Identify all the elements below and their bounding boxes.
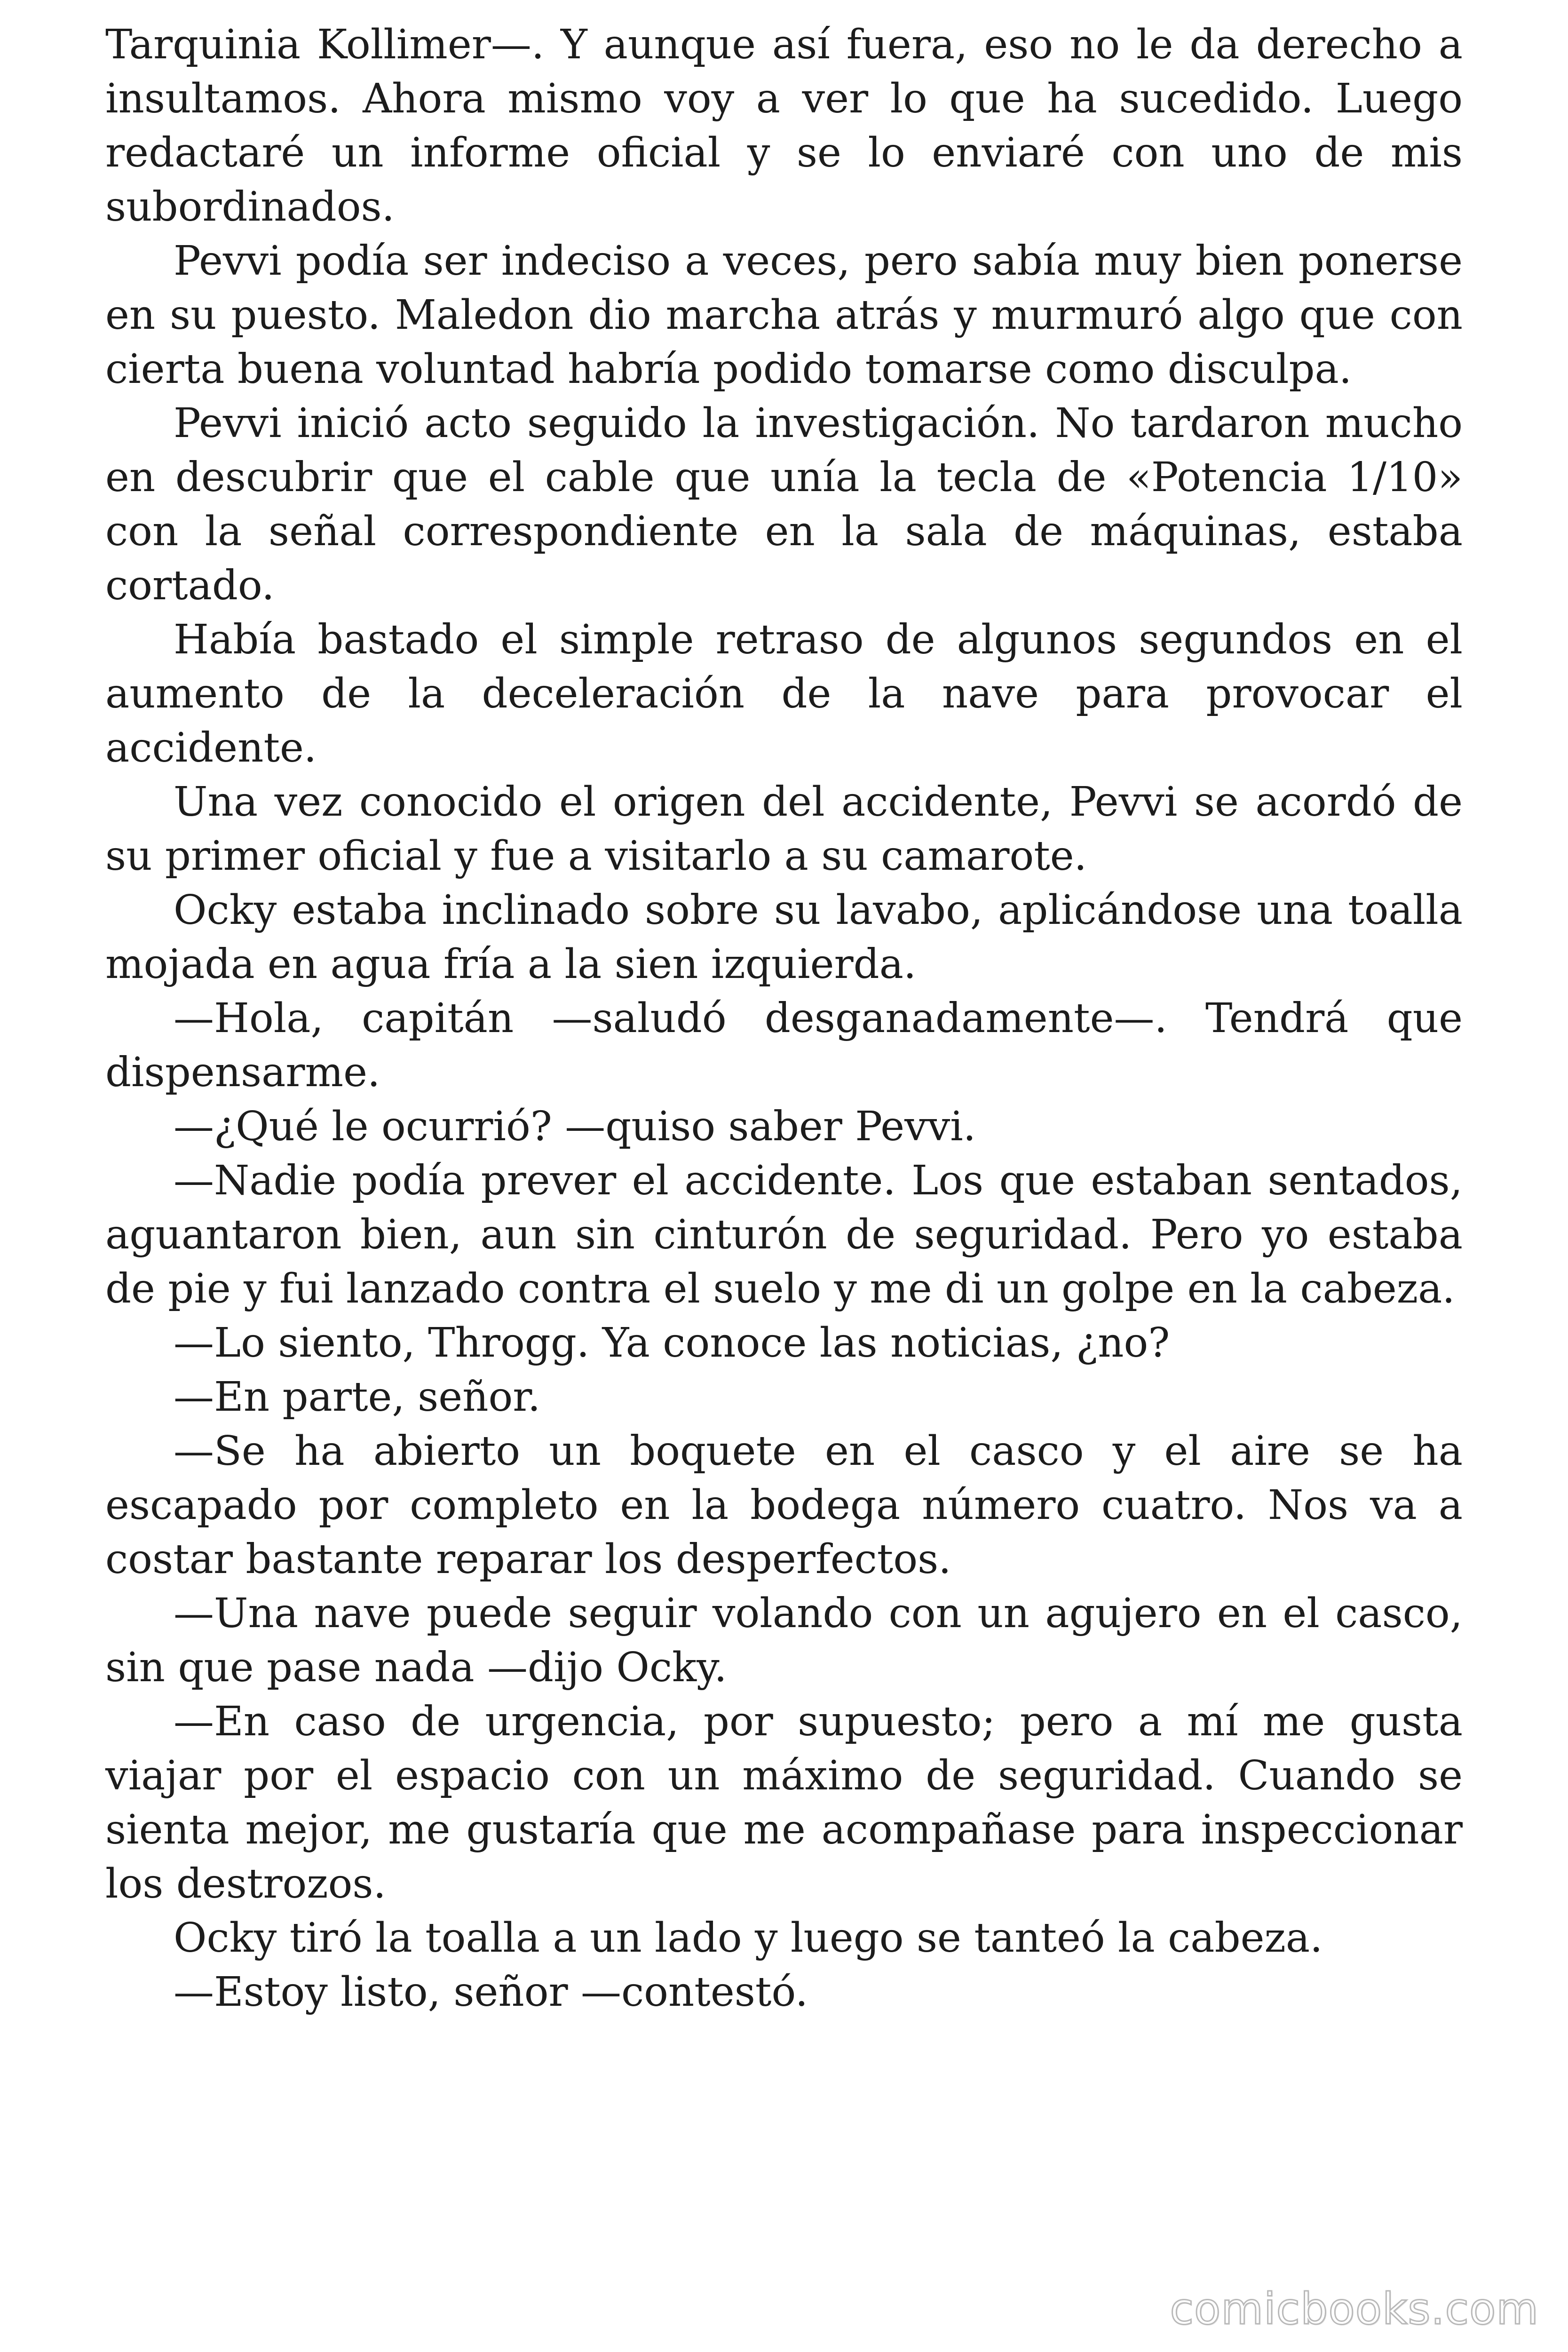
paragraph: —Una nave puede seguir volando con un agujero en el casco, sin que pase nada —dijo Ocky. (105, 1590, 1463, 1691)
paragraph: —Lo siento, Throgg. Ya conoce las noticias, ¿no? (174, 1319, 1170, 1367)
paragraph: —En parte, señor. (174, 1374, 541, 1421)
paragraph: —Se ha abierto un boquete en el casco y el aire se ha escapado por completo en la bodega número cuatro. Nos va a costar bastante reparar los desperfectos. (105, 1428, 1463, 1583)
paragraph: —Nadie podía prever el accidente. Los que estaban sentados, aguantaron bien, aun sin cinturón de seguridad. Pero yo estaba de pie y fui lanzado contra el suelo y me di un golpe en la cabeza. (105, 1157, 1463, 1312)
paragraph: Tarquinia Kollimer—. Y aunque así fuera, eso no le da derecho a insultamos. Ahora mismo voy a ver lo que ha sucedido. Luego redactaré un informe oficial y se lo enviaré con uno de mis subordinados. (105, 21, 1463, 230)
paragraph: Ocky estaba inclinado sobre su lavabo, aplicándose una toalla mojada en agua fría a la sien izquierda. (105, 887, 1463, 988)
paragraph: —¿Qué le ocurrió? —quiso saber Pevvi. (174, 1103, 976, 1150)
paragraph: Pevvi podía ser indeciso a veces, pero sabía muy bien ponerse en su puesto. Maledon dio marcha atrás y murmuró algo que con cierta buena voluntad habría podido tomarse como disculpa. (105, 238, 1463, 393)
paragraph: Había bastado el simple retraso de algunos segundos en el aumento de la deceleración de la nave para provocar el accidente. (105, 616, 1463, 771)
paragraph: —Hola, capitán —saludó desganadamente—. Tendrá que dispensarme. (105, 995, 1463, 1096)
paragraph: —Estoy listo, señor —contestó. (174, 1969, 808, 2016)
paragraph: —En caso de urgencia, por supuesto; pero a mí me gusta viajar por el espacio con un máximo de seguridad. Cuando se sienta mejor, me gustaría que me acompañase para inspeccionar los destrozos. (105, 1698, 1463, 1907)
paragraph: Pevvi inició acto seguido la investigación. No tardaron mucho en descubrir que el cable que unía la tecla de «Potencia 1/10» con la señal correspondiente en la sala de máquinas, estaba cortado. (105, 400, 1463, 609)
watermark: comicbooks.com (1170, 2284, 1539, 2334)
paragraph: Ocky tiró la toalla a un lado y luego se tanteó la cabeza. (174, 1915, 1323, 1962)
body-text (105, 18, 1463, 2019)
paragraph: Una vez conocido el origen del accidente, Pevvi se acordó de su primer oficial y fue a visitarlo a su camarote. (105, 779, 1463, 880)
